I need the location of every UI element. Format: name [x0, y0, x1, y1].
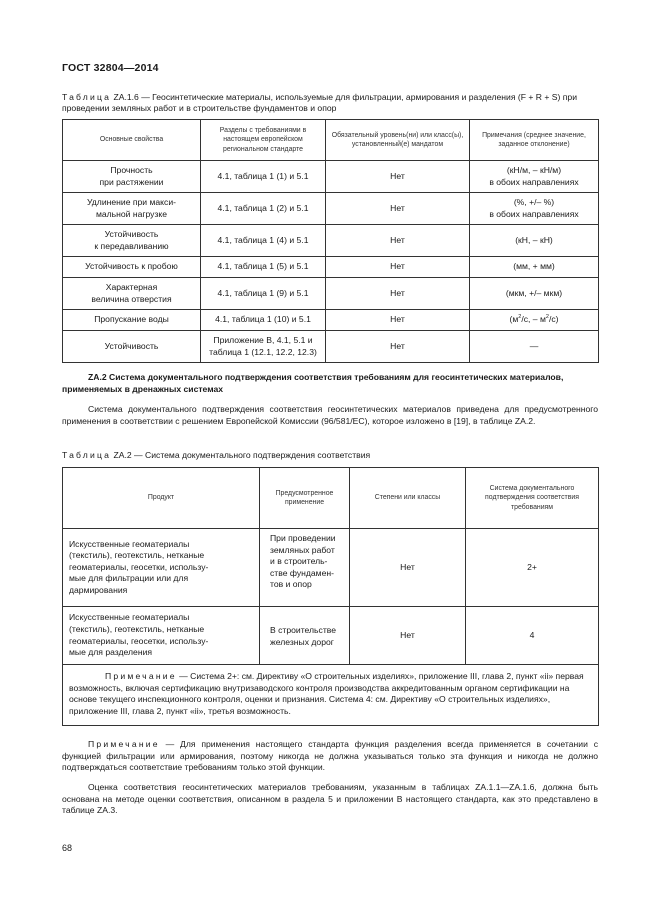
- table1-cell-property: Прочность при растяжении: [63, 161, 201, 193]
- table1-col-header: Разделы с требованиями в настоящем европейском региональном стандарте: [201, 120, 326, 161]
- table2-col-header: Продукт: [63, 468, 260, 529]
- table1-cell-level: Нет: [326, 193, 470, 225]
- table2-note-word: Примечание: [105, 671, 177, 681]
- table-row: [63, 257, 599, 278]
- table-za-1-6: [62, 119, 599, 363]
- table2-cell-grade: Нет: [350, 529, 466, 607]
- table1-header-row: [63, 120, 599, 161]
- table1-cell-notes: (кН, – кН): [470, 225, 599, 257]
- table2-cell-use: В строительстве железных дорог: [260, 607, 350, 665]
- table2-cell-product: Искусственные геоматериалы (текстиль), геотекстиль, нетканые геоматериалы, геосетки, использу- мые для разделения: [63, 607, 260, 665]
- table2-cell-grade: Нет: [350, 607, 466, 665]
- table2-header-row: [63, 468, 599, 529]
- table2-col-header: Степени или классы: [350, 468, 466, 529]
- table2-caption-word: Таблица: [62, 450, 112, 460]
- table2-note-row: [63, 665, 599, 726]
- table1-cell-property: Устойчивость к передавливанию: [63, 225, 201, 257]
- table1-cell-property: Устойчивость к пробою: [63, 257, 201, 278]
- table1-cell-notes: (%, +/– %) в обоих направлениях: [470, 193, 599, 225]
- final-paragraph: Оценка соответствия геосинтетических материалов требованиям, указанным в таблицах ZA.1.1—ZA.1.6, должна быть основана на методе оценки соответствия, описанном в раздела 5 и приложении В настоящего стандарта, как это представлено в таблице ZA.3.: [62, 782, 598, 816]
- general-note-text: — Для применения настоящего стандарта функция разделения всегда применяется в сочетании с функцией фильтрации или армирования, поэтому никогда не должна указываться только эта функция и никогда не должно подтверждаться соответствие требованиям только этой функции.: [62, 739, 598, 773]
- table2-col-header: Система документального подтверждения соответствия требованиям: [466, 468, 599, 529]
- table-row: [63, 161, 599, 193]
- table2-caption-text: ZA.2 — Система документального подтверждения соответствия: [111, 450, 371, 460]
- table1-cell-level: Нет: [326, 310, 470, 331]
- table1-cell-level: Нет: [326, 331, 470, 363]
- table-row: [63, 331, 599, 363]
- section-za2-paragraph: Система документального подтверждения соответствия геосинтетических материалов приведена для предусмотренного применения в соответствии с решением Европейской Комиссии (96/581/ЕС), которое изложено в [19], в таблице ZA.2.: [62, 404, 598, 426]
- table2-cell-product: Искусственные геоматериалы (текстиль), геотекстиль, нетканые геоматериалы, геосетки, использу- мые для фильтрации или для дармирования: [63, 529, 260, 607]
- table2-cell-system: 2+: [466, 529, 599, 607]
- table1-caption-word: Таблица: [62, 92, 112, 102]
- table1-cell-notes: (мкм, +/– мкм): [470, 278, 599, 310]
- table1-cell-property: Устойчивость: [63, 331, 201, 363]
- table1-cell-level: Нет: [326, 225, 470, 257]
- general-note-word: Примечание: [88, 739, 160, 749]
- table-row: [63, 529, 599, 607]
- table1-cell-sections: 4.1, таблица 1 (1) и 5.1: [201, 161, 326, 193]
- table2-note: [63, 665, 599, 726]
- table1-cell-notes: (кН/м, – кН/м) в обоих направлениях: [470, 161, 599, 193]
- table1-col-header: Примечания (среднее значение, заданное отклонение): [470, 120, 599, 161]
- table1-cell-level: Нет: [326, 161, 470, 193]
- table2-col-header: Предусмотренное применение: [260, 468, 350, 529]
- table-row: [63, 607, 599, 665]
- table1-cell-sections: 4.1, таблица 1 (9) и 5.1: [201, 278, 326, 310]
- table-row: [63, 193, 599, 225]
- table1-cell-sections: Приложение В, 4.1, 5.1 и таблица 1 (12.1, 12.2, 12.3): [201, 331, 326, 363]
- section-za2-heading: ZA.2 Система документального подтверждения соответствия требованиям для геосинтетических материалов, применяемых в дренажных системах: [62, 372, 564, 394]
- table-row: [63, 225, 599, 257]
- table2-caption: [62, 450, 598, 461]
- table1-cell-level: Нет: [326, 278, 470, 310]
- table-row: [63, 278, 599, 310]
- table1-cell-property: Удлинение при макси- мальной нагрузке: [63, 193, 201, 225]
- table1-caption-text: ZA.1.6 — Геосинтетические материалы, используемые для фильтрации, армирования и разделения (F + R + S) при проведении земляных работ и в строительстве фундаментов и опор: [62, 92, 577, 114]
- table1-cell-level: Нет: [326, 257, 470, 278]
- table2-cell-system: 4: [466, 607, 599, 665]
- table-row: [63, 310, 599, 331]
- table1-cell-sections: 4.1, таблица 1 (4) и 5.1: [201, 225, 326, 257]
- table1-cell-sections: 4.1, таблица 1 (10) и 5.1: [201, 310, 326, 331]
- table1-cell-property: Характерная величина отверстия: [63, 278, 201, 310]
- general-note: [62, 739, 598, 774]
- table1-cell-notes: ($м^2/с$, – $м^2/с$): [470, 310, 599, 331]
- table-za-2: [62, 467, 599, 726]
- table1-col-header: Обязательный уровень(ни) или класс(ы), установленный(е) мандатом: [326, 120, 470, 161]
- table1-cell-notes: (мм, + мм): [470, 257, 599, 278]
- table1-cell-property: Пропускание воды: [63, 310, 201, 331]
- table1-cell-sections: 4.1, таблица 1 (5) и 5.1: [201, 257, 326, 278]
- table1-caption: [62, 92, 598, 115]
- document-header: ГОСТ 32804—2014: [62, 62, 159, 74]
- table1-cell-notes: —: [470, 331, 599, 363]
- table2-cell-use: При проведении земляных работ и в строитель- стве фундамен- тов и опор: [260, 529, 350, 607]
- page-number: 68: [62, 843, 73, 853]
- table2-note-text: — Система 2+: см. Директиву «О строительных изделиях», приложение III, глава 2, пункт «ii» первая возможность, включая сертификацию внутризаводского контроля производства аккредитованным органом сертификации на основе текущего инспекционного контроля, оценки и признания. Система 4: см. Директиву «О строительных изделиях», приложение III, глава 2, пункт «ii», третья возможность.: [69, 671, 584, 716]
- table1-cell-sections: 4.1, таблица 1 (2) и 5.1: [201, 193, 326, 225]
- table1-col-header: Основные свойства: [63, 120, 201, 161]
